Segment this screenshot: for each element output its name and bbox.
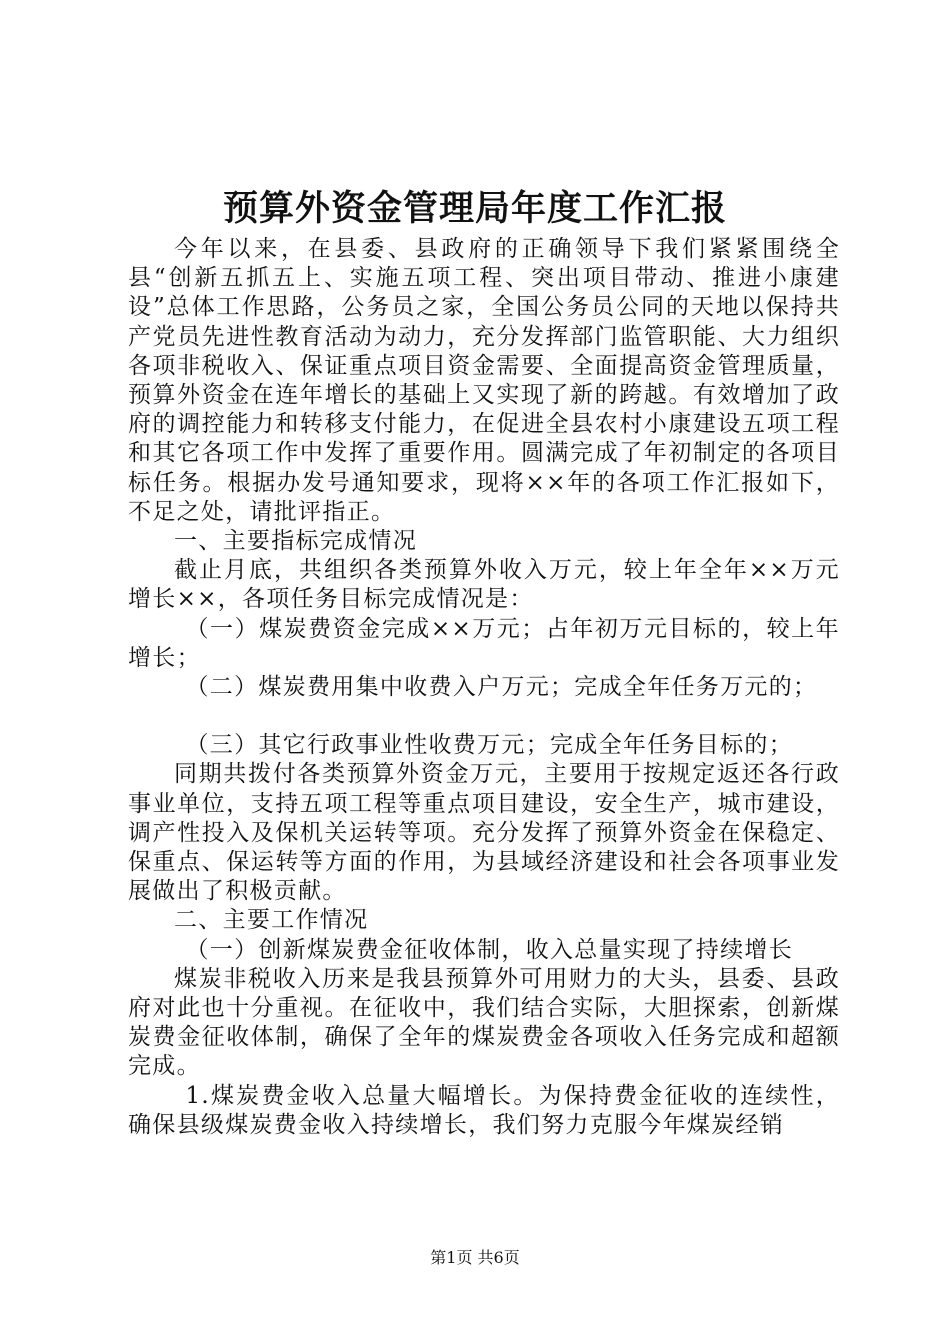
- document-body: [128, 235, 840, 1140]
- page-footer: 第1页 共6页: [430, 1248, 520, 1267]
- paragraph-coal-revenue: 煤炭非税收入历来是我县预算外可用财力的大头，县委、县政府对此也十分重视。在征收中，我们结合实际，大胆探索，创新煤炭费金征收体制，确保了全年的煤炭费金各项收入任务完成和超额完成。: [128, 965, 840, 1080]
- list-item-3: （三）其它行政事业性收费万元；完成全年任务目标的；: [185, 732, 793, 759]
- subsection-heading-1: （一）创新煤炭费金征收体制，收入总量实现了持续增长: [185, 936, 793, 963]
- paragraph-indicators: 截止月底，共组织各类预算外收入万元，较上年全年××万元增长××，各项任务目标完成情况是：: [128, 557, 840, 613]
- list-item-1: （一）煤炭费资金完成××万元；占年初万元目标的，较上年增长；: [128, 615, 840, 671]
- intro-paragraph: 今年以来，在县委、县政府的正确领导下我们紧紧围绕全县“创新五抓五上、实施五项工程、突出项目带动、推进小康建设”总体工作思路，公务员之家，全国公务员公同的天地以保持共产党员先进性教育活动为动力，充分发挥部门监管职能、大力组织各项非税收入、保证重点项目资金需要、全面提高资金管理质量，预算外资金在连年增长的基础上又实现了新的跨越。有效增加了政府的调控能力和转移支付能力，在促进全县农村小康建设五项工程和其它各项工作中发挥了重要作用。圆满完成了年初制定的各项目标任务。根据办发号通知要求，现将××年的各项工作汇报如下，不足之处，请批评指正。: [128, 236, 840, 525]
- paragraph-allocation: 同期共拨付各类预算外资金万元，主要用于按规定返还各行政事业单位，支持五项工程等重点项目建设，安全生产，城市建设，调产性投入及保机关运转等项。充分发挥了预算外资金在保稳定、保重点、保运转等方面的作用，为县域经济建设和社会各项事业发展做出了积极贡献。: [128, 761, 840, 905]
- section-heading-2: 二、主要工作情况: [174, 907, 369, 934]
- document-title: 预算外资金管理局年度工作汇报: [222, 188, 727, 229]
- list-item-2: （二）煤炭费用集中收费入户万元；完成全年任务万元的；: [185, 674, 818, 701]
- section-heading-1: 一、主要指标完成情况: [174, 528, 417, 555]
- blank-line: [128, 702, 840, 731]
- paragraph-numbered-1: 1.煤炭费金收入总量大幅增长。为保持费金征收的连续性，确保县级煤炭费金收入持续增长，我们努力克服今年煤炭经销: [128, 1082, 840, 1138]
